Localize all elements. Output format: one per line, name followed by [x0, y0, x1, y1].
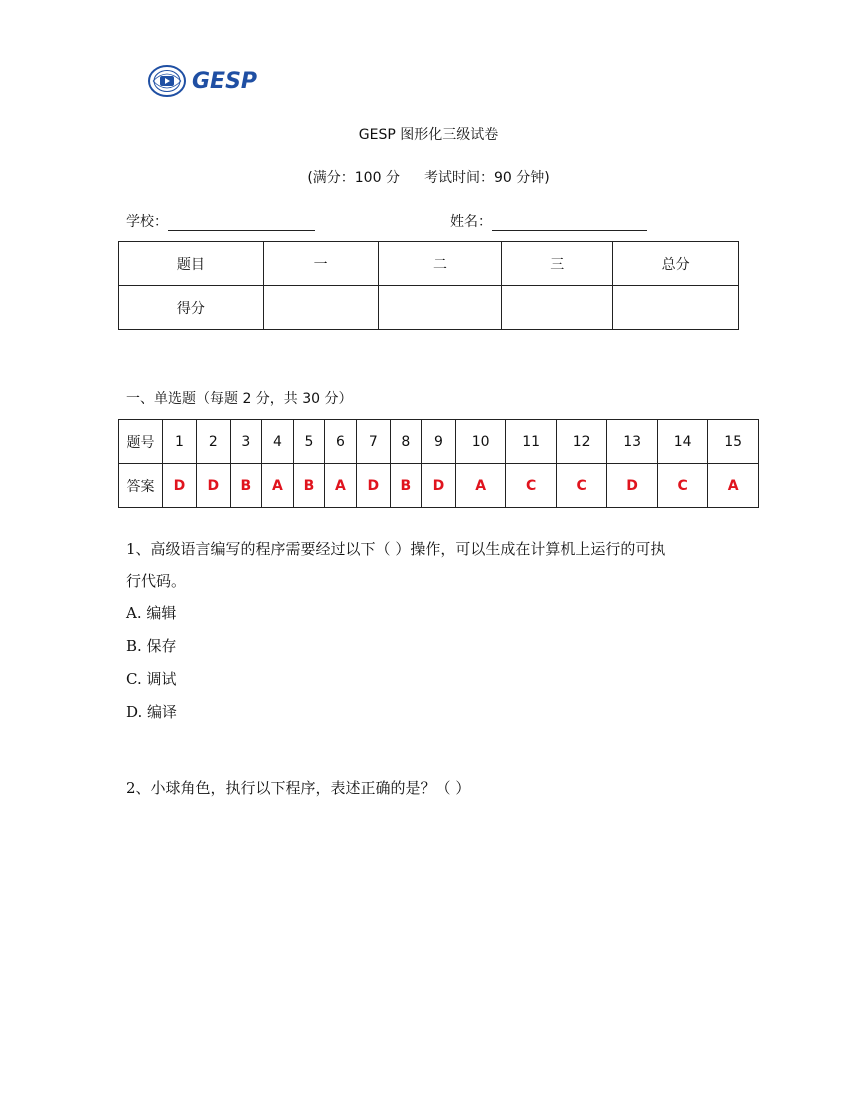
question-number-cell: 10: [455, 420, 506, 464]
answer-table: [118, 419, 759, 508]
answer-cell: C: [506, 464, 557, 508]
question-number-cell: 13: [607, 420, 658, 464]
score-cell: [263, 286, 378, 330]
gesp-logo-text: GESP: [192, 68, 258, 94]
school-field: [126, 211, 315, 231]
score-table-score-row: [119, 286, 739, 330]
gesp-emblem-icon: [148, 65, 186, 97]
score-header-cell: 总分: [613, 242, 739, 286]
answer-cell: A: [325, 464, 357, 508]
answer-cell: D: [196, 464, 230, 508]
answer-cell: A: [262, 464, 294, 508]
question-1-option-a: A. 编辑: [126, 604, 177, 622]
exam-subtitle: [0, 167, 857, 187]
question-number-cell: 5: [293, 420, 324, 464]
question-number-cell: 14: [657, 420, 708, 464]
question-number-cell: 7: [356, 420, 390, 464]
score-row-label: 得分: [119, 286, 264, 330]
score-cell: [378, 286, 502, 330]
question-1-option-c: C. 调试: [126, 670, 177, 688]
score-table-header-row: [119, 242, 739, 286]
section-title: 一、单选题（每题 2 分，共 30 分）: [126, 391, 353, 407]
answer-table-number-row: [119, 420, 759, 464]
score-cell: [502, 286, 613, 330]
answer-cell: B: [293, 464, 324, 508]
full-score-text: (满分：100 分: [307, 170, 400, 186]
exam-title: GESP 图形化三级试卷: [358, 127, 499, 143]
question-number-cell: 6: [325, 420, 357, 464]
number-row-label: 题号: [119, 420, 163, 464]
score-cell: [613, 286, 739, 330]
question-number-cell: 1: [163, 420, 197, 464]
score-header-cell: 一: [263, 242, 378, 286]
name-field: [450, 211, 647, 231]
question-number-cell: 9: [422, 420, 456, 464]
question-number-cell: 12: [556, 420, 607, 464]
answer-cell: B: [230, 464, 261, 508]
score-table: [118, 241, 739, 330]
answer-cell: D: [163, 464, 197, 508]
question-1-text: 1、高级语言编写的程序需要经过以下（ ）操作，可以生成在计算机上运行的可执: [126, 540, 666, 558]
answer-cell: C: [556, 464, 607, 508]
answer-cell: B: [390, 464, 421, 508]
answer-cell: D: [607, 464, 658, 508]
school-blank: [168, 214, 315, 231]
question-number-cell: 2: [196, 420, 230, 464]
question-number-cell: 3: [230, 420, 261, 464]
exam-time-text: 考试时间：90 分钟): [423, 170, 550, 186]
question-number-cell: 11: [506, 420, 557, 464]
question-1-option-b: B. 保存: [126, 637, 177, 655]
school-label: 学校：: [126, 214, 168, 230]
question-1-text-continued: 行代码。: [126, 572, 187, 590]
question-2-text: 2、小球角色，执行以下程序，表述正确的是？（ ）: [126, 779, 471, 797]
answer-row-label: 答案: [119, 464, 163, 508]
score-header-cell: 题目: [119, 242, 264, 286]
question-1-option-d: D. 编译: [126, 703, 178, 721]
name-blank: [492, 214, 647, 231]
question-number-cell: 8: [390, 420, 421, 464]
question-number-cell: 4: [262, 420, 294, 464]
answer-cell: C: [657, 464, 708, 508]
answer-cell: A: [708, 464, 759, 508]
gesp-logo: [148, 62, 257, 100]
name-label: 姓名：: [450, 214, 492, 230]
question-number-cell: 15: [708, 420, 759, 464]
answer-cell: D: [356, 464, 390, 508]
score-header-cell: 三: [502, 242, 613, 286]
answer-cell: A: [455, 464, 506, 508]
score-header-cell: 二: [378, 242, 502, 286]
answer-table-answer-row: [119, 464, 759, 508]
answer-cell: D: [422, 464, 456, 508]
